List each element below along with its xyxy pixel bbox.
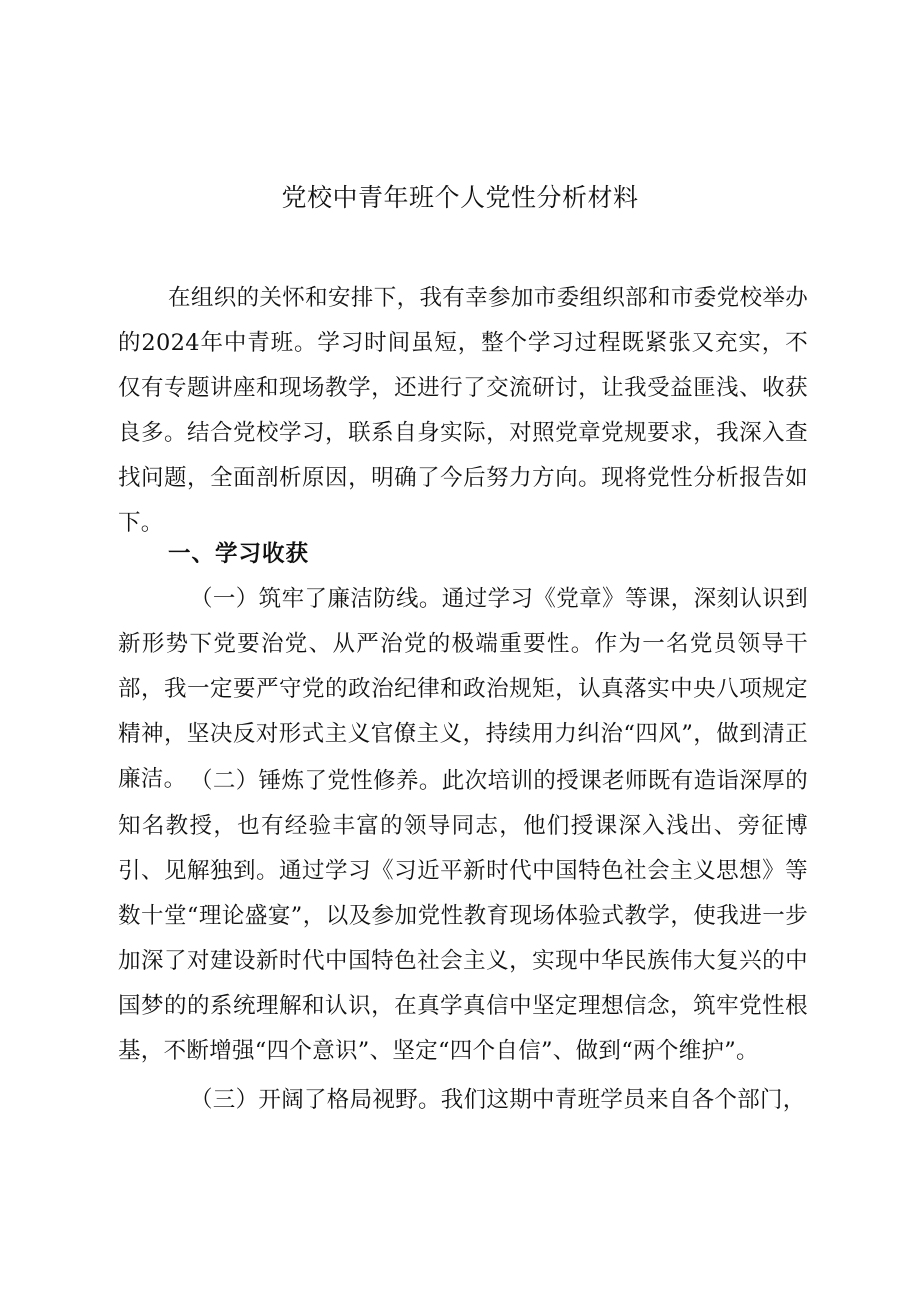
paragraph-item-1: （一）筑牢了廉洁防线。通过学习《党章》等课，深刻认识到新形势下党要治党、从严治党的极端重要性。作为一名党员领导干部，我一定要严守党的政治纪律和政治规矩，认真落实中央八项规定精神，坚决反对形式主义官僚主义，持续用力纠治“四风”，做到清正廉洁。 (118, 586, 808, 792)
paragraph-item-2: （二）锤炼了党性修养。此次培训的授课老师既有造诣深厚的知名教授，也有经验丰富的领导同志，他们授课深入浅出、旁征博引、见解独到。通过学习《习近平新时代中国特色社会主义思想》等数十堂“理论盛宴”，以及参加党性教育现场体验式教学，使我进一步加深了对建设新时代中国特色社会主义，实现中华民族伟大复兴的中国梦的的系统理解和认识，在真学真信中坚定理想信念，筑牢党性根基，不断增强“四个意识”、坚定“四个自信”、做到“两个维护”。 (118, 768, 808, 1064)
document-title: 党校中青年班个人党性分析材料 (281, 183, 639, 212)
section-heading-learning-gains: 一、学习收获 (168, 541, 310, 567)
paragraph-item-3: （三）开阔了格局视野。我们这期中青班学员来自各个部门， (190, 1087, 806, 1113)
intro-paragraph: 在组织的关怀和安排下，我有幸参加市委组织部和市委党校举办的2024年中青班。学习时间虽短，整个学习过程既紧张又充实，不仅有专题讲座和现场教学，还进行了交流研讨，让我受益匪浅、收获良多。结合党校学习，联系自身实际，对照党章党规要求，我深入查找问题，全面剖析原因，明确了今后努力方向。现将党性分析报告如下。 (118, 285, 808, 536)
